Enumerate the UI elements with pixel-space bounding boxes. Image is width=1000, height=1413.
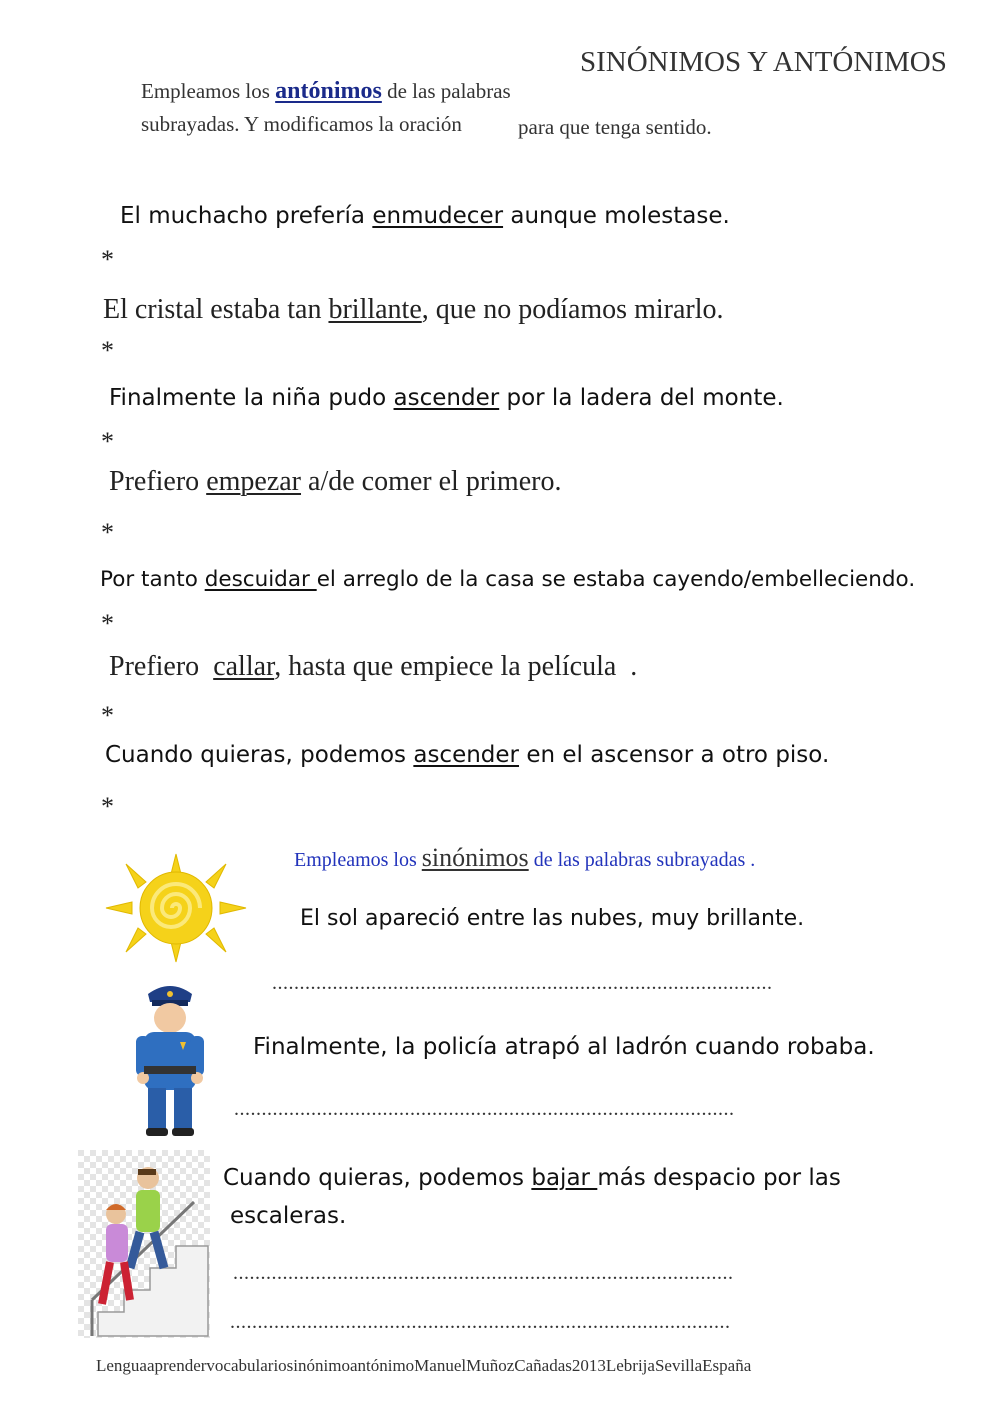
answer-star-4[interactable]: *	[101, 518, 114, 547]
underlined-word: ascender	[393, 385, 500, 411]
sentence-post: en el ascensor a otro piso.	[519, 742, 830, 768]
sentence-post: más despacio por las	[597, 1165, 841, 1191]
underlined-word: callar	[213, 651, 275, 682]
sentence-post: , que no podíamos mirarlo.	[421, 294, 724, 325]
underlined-word: enmudecer	[372, 203, 504, 229]
sentence-pre: Cuando quieras, podemos	[223, 1165, 532, 1191]
answer-line-4[interactable]: ...........................................................................................	[230, 1311, 731, 1333]
antonym-sentence-6	[109, 651, 637, 683]
synonyms-heading-pre: Empleamos los	[294, 849, 417, 871]
underlined-word: brillante	[328, 294, 422, 325]
antonym-sentence-4	[109, 466, 561, 498]
synonym-sentence-3	[223, 1165, 841, 1191]
police-officer-illustration	[128, 980, 212, 1138]
answer-star-5[interactable]: *	[101, 609, 114, 638]
underlined-word: descuidar	[204, 567, 317, 592]
sentence-pre: Por tanto	[100, 567, 205, 592]
instruction-pre: Empleamos los	[141, 79, 270, 103]
answer-star-2[interactable]: *	[101, 336, 114, 365]
antonym-sentence-5	[100, 567, 915, 592]
instruction-keyword-antonimos: antónimos	[275, 78, 382, 104]
footer-credit: LenguaaprendervocabulariosinónimoantónimoManuelMuñozCañadas2013LebrijaSevillaEspaña	[96, 1356, 752, 1375]
answer-star-7[interactable]: *	[101, 792, 114, 821]
antonym-sentence-3	[109, 385, 784, 411]
synonyms-heading	[294, 843, 755, 873]
instruction-line-2: subrayadas. Y modificamos la oración	[141, 112, 462, 136]
stairs-people-illustration	[78, 1150, 210, 1338]
synonyms-keyword: sinónimos	[421, 843, 529, 872]
sentence-pre: Prefiero	[109, 651, 214, 682]
antonym-sentence-7	[105, 742, 829, 768]
answer-line-3[interactable]: ...........................................................................................	[233, 1262, 734, 1284]
sun-illustration	[102, 848, 250, 968]
sentence-post: por la ladera del monte.	[499, 385, 784, 411]
sentence-post: el arreglo de la casa se estaba cayendo/embelleciendo.	[316, 567, 916, 592]
antonym-sentence-1	[120, 203, 730, 229]
instruction-line-2b: para que tenga sentido.	[518, 115, 712, 139]
underlined-word: empezar	[206, 466, 302, 497]
sentence-pre: Cuando quieras, podemos	[105, 742, 414, 768]
sentence-post: , hasta que empiece la película .	[274, 651, 638, 682]
underlined-word: ascender	[413, 742, 520, 768]
sentence-pre: El cristal estaba tan	[103, 294, 329, 325]
synonym-sentence-3-line-2: escaleras.	[230, 1203, 347, 1229]
sentence-post: a/de comer el primero.	[301, 466, 562, 497]
answer-star-3[interactable]: *	[101, 427, 114, 456]
synonym-sentence-1: El sol apareció entre las nubes, muy brillante.	[300, 906, 805, 931]
sentence-pre: Prefiero	[109, 466, 207, 497]
instruction-post: de las palabras	[387, 79, 511, 103]
synonym-sentence-2: Finalmente, la policía atrapó al ladrón cuando robaba.	[253, 1034, 875, 1060]
antonym-sentence-2	[103, 294, 724, 326]
answer-star-1[interactable]: *	[101, 245, 114, 274]
answer-line-1[interactable]: ...........................................................................................	[272, 972, 773, 994]
underlined-word: bajar	[531, 1165, 598, 1191]
instruction-line-1	[141, 78, 511, 105]
page-title: SINÓNIMOS Y ANTÓNIMOS	[580, 46, 947, 78]
synonyms-heading-post: de las palabras subrayadas .	[533, 849, 756, 871]
answer-line-2[interactable]: ...........................................................................................	[234, 1098, 735, 1120]
answer-star-6[interactable]: *	[101, 701, 114, 730]
sentence-pre: El muchacho prefería	[120, 203, 373, 229]
sentence-pre: Finalmente la niña pudo	[109, 385, 394, 411]
sentence-post: aunque molestase.	[503, 203, 730, 229]
